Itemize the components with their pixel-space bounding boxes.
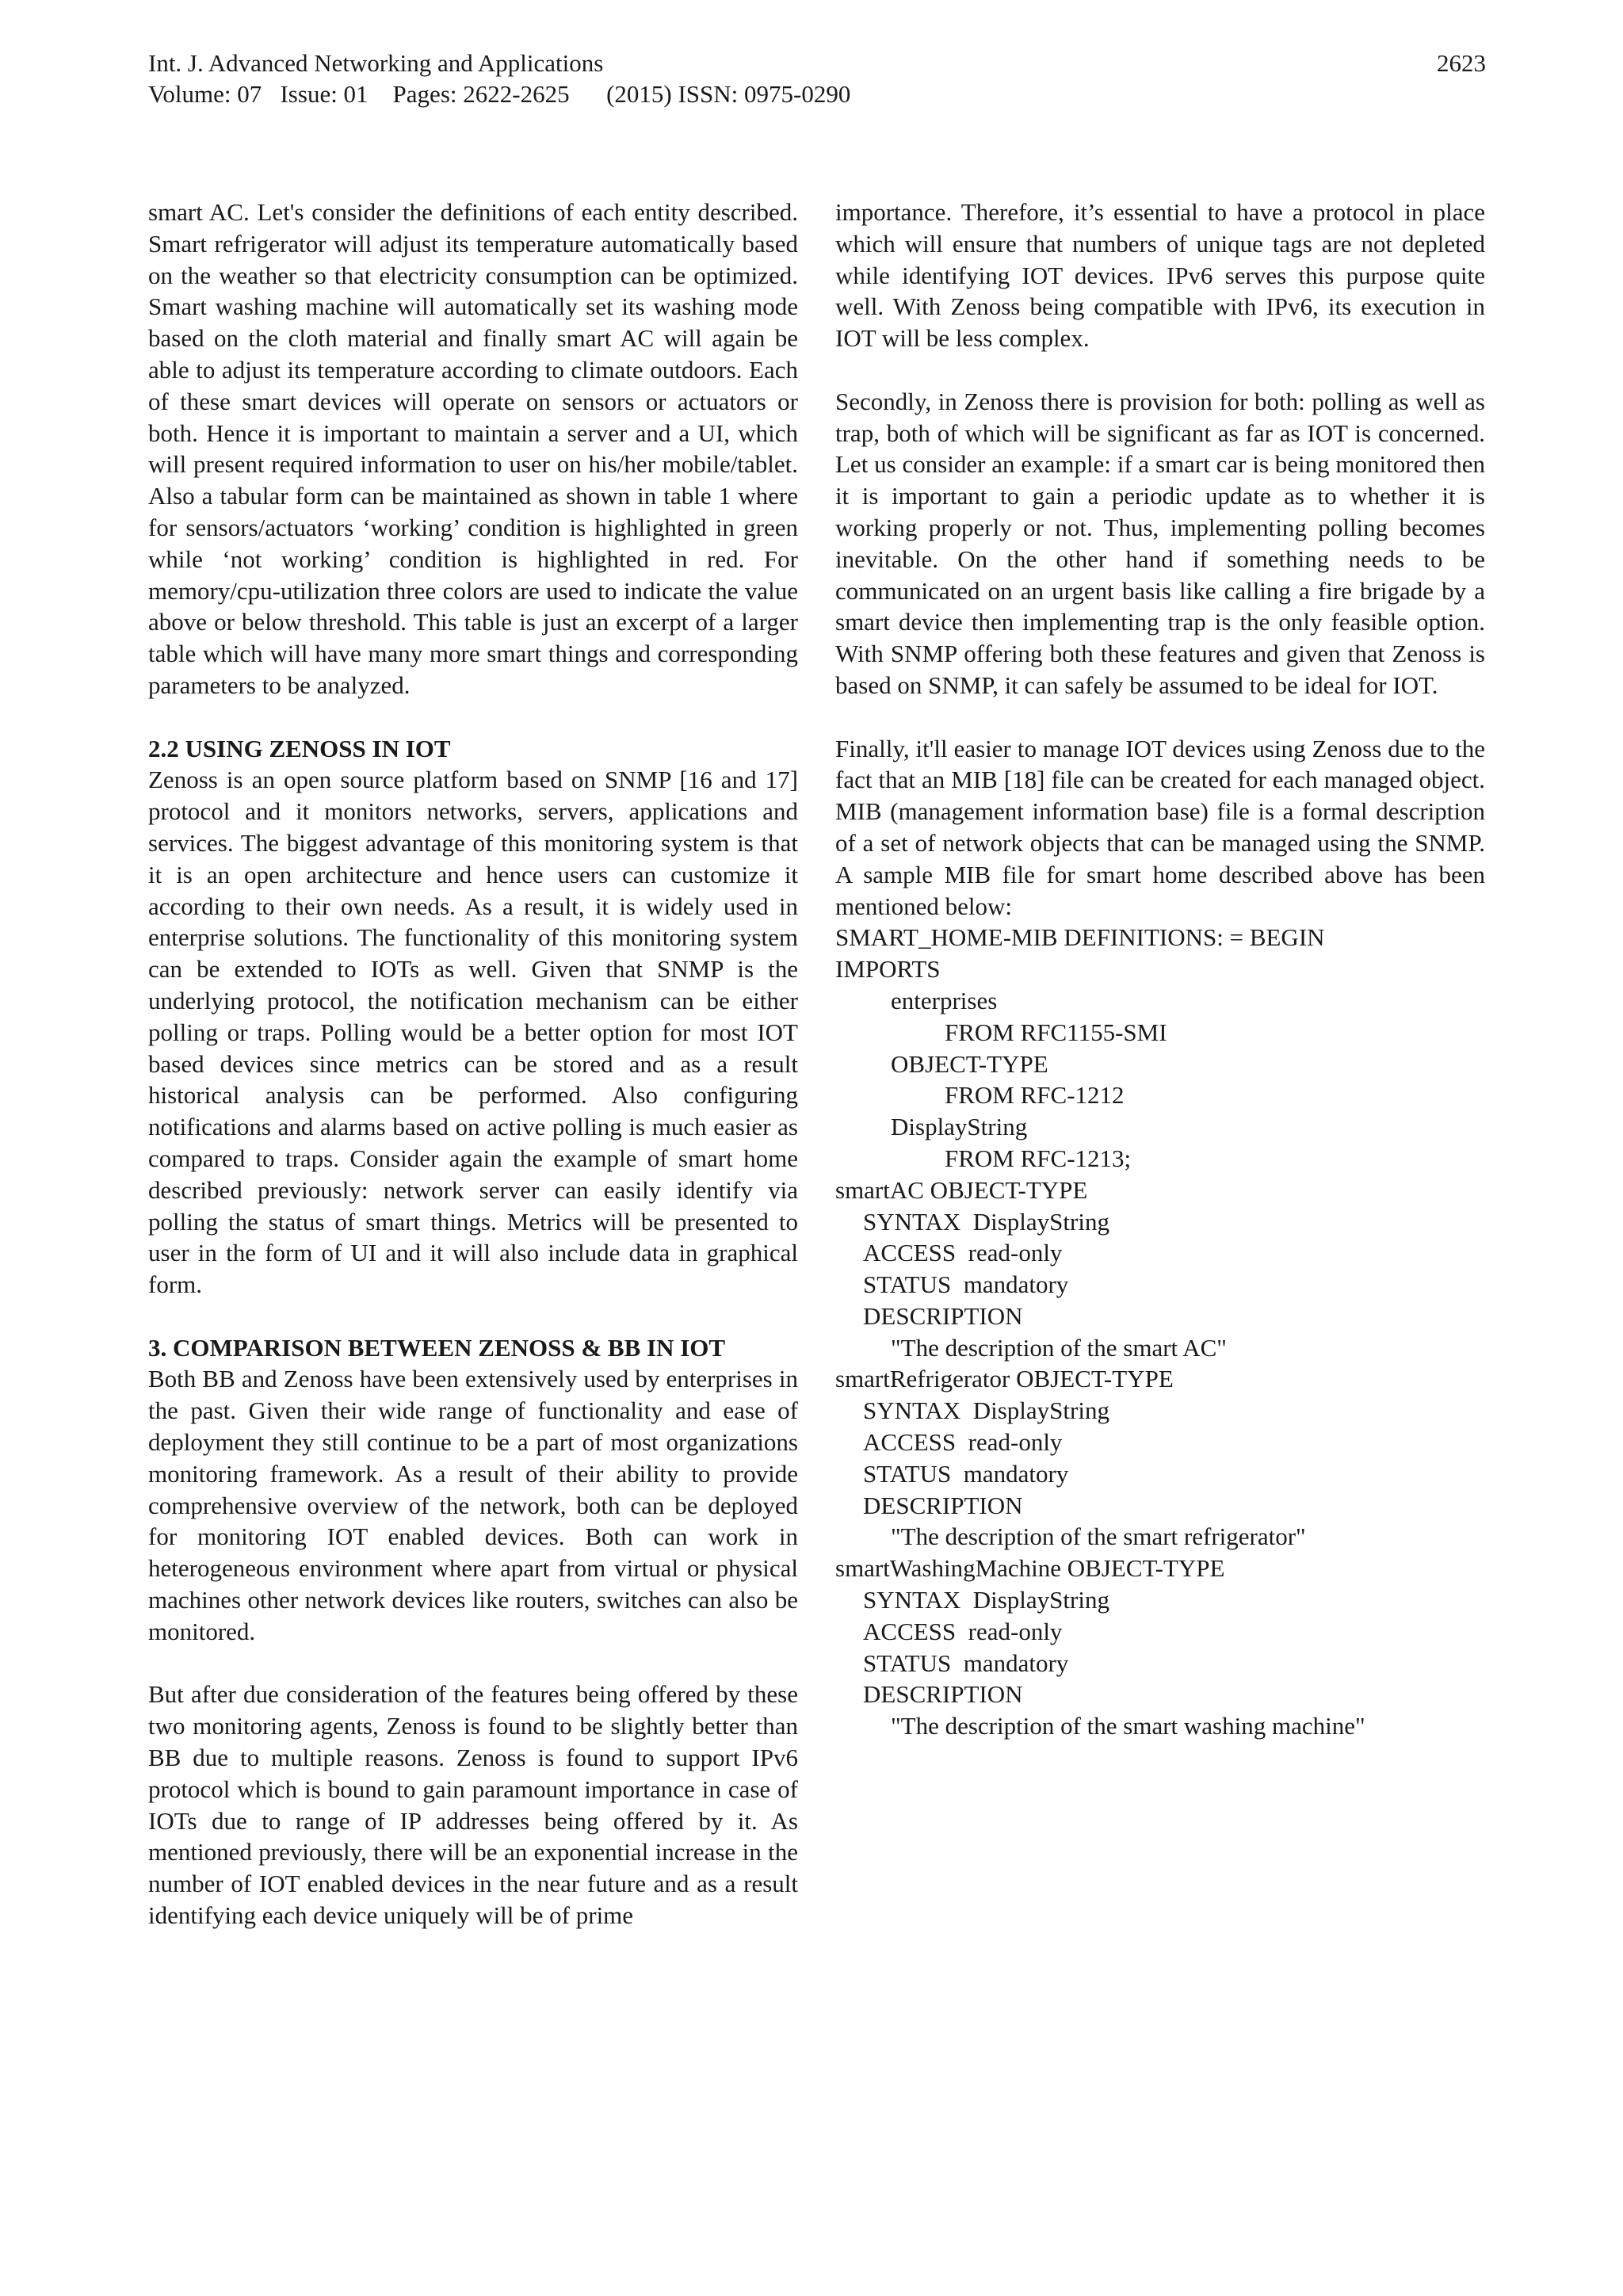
code-line: STATUS mandatory (863, 1270, 1069, 1299)
code-line: STATUS mandatory (863, 1459, 1069, 1488)
code-line: FROM RFC-1213; (945, 1144, 1132, 1172)
code-line: smartWashingMachine OBJECT-TYPE (835, 1554, 1225, 1583)
paragraph: Secondly, in Zenoss there is provision for both: polling as well as trap, both of which will be significant as far as IOT is concerned. Let us consider an example: if a smart car is being monitored then it is important to gain a periodic update as to whether it is working properly or not. Thus, implementing polling becomes inevitable. On the other hand if something needs to be communicated on an urgent basis like calling a fire brigade by a smart device then implementing trap is the only feasible option. With SNMP offering both these features and given that Zenoss is based on SNMP, it can safely be assumed to be ideal for IOT. (835, 387, 1485, 699)
journal-title: Int. J. Advanced Networking and Applications (148, 49, 604, 77)
code-line: "The description of the smart AC" (891, 1333, 1227, 1362)
code-line: FROM RFC1155-SMI (945, 1018, 1167, 1046)
code-line: smartAC OBJECT-TYPE (835, 1175, 1088, 1204)
paragraph: smart AC. Let's consider the definitions of each entity described. Smart refrigerator will adjust its temperature automatically based on the weather so that electricity consumption can be optimized. Smart washing machine will automatically set its washing mode based on the cloth material and finally smart AC will again be able to adjust its temperature according to climate outdoors. Each of these smart devices will operate on sensors or actuators or both. Hence it is important to maintain a server and a UI, which will present required information to user on his/her mobile/tablet. Also a tabular form can be maintained as shown in table 1 where for sensors/actuators ‘working’ condition is highlighted in green while ‘not working’ condition is highlighted in red. For memory/cpu-utilization three colors are used to indicate the value above or below threshold. This table is just an excerpt of a larger table which will have many more smart things and corresponding parameters to be analyzed. (148, 198, 798, 699)
code-line: DESCRIPTION (863, 1301, 1023, 1330)
code-line: ACCESS read-only (863, 1239, 1063, 1267)
paragraph: importance. Therefore, it’s essential to have a protocol in place which will ensure that numbers of unique tags are not depleted while identifying IOT devices. IPv6 serves this purpose quite well. With Zenoss being compatible with IPv6, its execution in IOT will be less complex. (835, 198, 1485, 353)
page-number: 2623 (1437, 49, 1486, 77)
code-line: "The description of the smart washing machine" (891, 1712, 1365, 1740)
code-line: smartRefrigerator OBJECT-TYPE (835, 1365, 1174, 1393)
section-heading-3: 3. COMPARISON BETWEEN ZENOSS & BB IN IOT (148, 1333, 726, 1362)
right-column (835, 197, 1485, 1742)
code-line: SYNTAX DisplayString (863, 1586, 1109, 1614)
paragraph: But after due consideration of the features being offered by these two monitoring agents, Zenoss is found to be slightly better than BB due to multiple reasons. Zenoss is found to support IPv6 protocol which is bound to gain paramount importance in case of IOTs due to range of IP addresses being offered by it. As mentioned previously, there will be an exponential increase in the number of IOT enabled devices in the near future and as a result identifying each device uniquely will be of prime (148, 1680, 798, 1930)
code-line: DisplayString (891, 1113, 1028, 1141)
code-line: IMPORTS (835, 955, 941, 984)
code-line: STATUS mandatory (863, 1648, 1069, 1677)
code-line: "The description of the smart refrigerator" (891, 1522, 1306, 1551)
code-line: ACCESS read-only (863, 1617, 1063, 1645)
code-line: FROM RFC-1212 (945, 1081, 1125, 1110)
paragraph: Both BB and Zenoss have been extensively used by enterprises in the past. Given their wide range of functionality and ease of deployment they still continue to be a part of most organizations monitoring framework. As a result of their ability to provide comprehensive overview of the network, both can be deployed for monitoring IOT enabled devices. Both can work in heterogeneous environment where apart from virtual or physical machines other network devices like routers, switches can also be monitored. (148, 1365, 798, 1645)
running-header (148, 48, 1486, 109)
code-line: OBJECT-TYPE (891, 1049, 1048, 1078)
code-line: ACCESS read-only (863, 1428, 1063, 1457)
code-line: SMART_HOME-MIB DEFINITIONS: = BEGIN (835, 923, 1325, 952)
paragraph: Finally, it'll easier to manage IOT devices using Zenoss due to the fact that an MIB [18] file can be created for each managed object. MIB (management information base) file is a formal description of a set of network objects that can be managed using the SNMP. A sample MIB file for smart home described above has been mentioned below: (835, 734, 1485, 920)
code-line: SYNTAX DisplayString (863, 1207, 1109, 1236)
left-column (148, 197, 798, 1931)
code-line: DESCRIPTION (863, 1680, 1023, 1709)
section-heading-2-2: 2.2 USING ZENOSS IN IOT (148, 734, 451, 762)
volume-line: Volume: 07 Issue: 01 Pages: 2622-2625 (2015) ISSN: 0975-0290 (148, 80, 851, 108)
code-line: enterprises (891, 986, 998, 1014)
paragraph: Zenoss is an open source platform based on SNMP [16 and 17] protocol and it monitors networks, servers, applications and services. The biggest advantage of this monitoring system is that it is an open architecture and hence users can customize it according to their own needs. As a result, it is widely used in enterprise solutions. The functionality of this monitoring system can be extended to IOTs as well. Given that SNMP is the underlying protocol, the notification mechanism can be either polling or traps. Polling would be a better option for most IOT based devices since metrics can be stored and as a result historical analysis can be performed. Also configuring notifications and alarms based on active polling is much easier as compared to traps. Consider again the example of smart home described previously: network server can easily identify via polling the status of smart things. Metrics will be presented to user in the form of UI and it will also include data in graphical form. (148, 766, 798, 1299)
code-line: SYNTAX DisplayString (863, 1396, 1109, 1425)
mib-code-block (835, 922, 1485, 1742)
code-line: DESCRIPTION (863, 1491, 1023, 1519)
